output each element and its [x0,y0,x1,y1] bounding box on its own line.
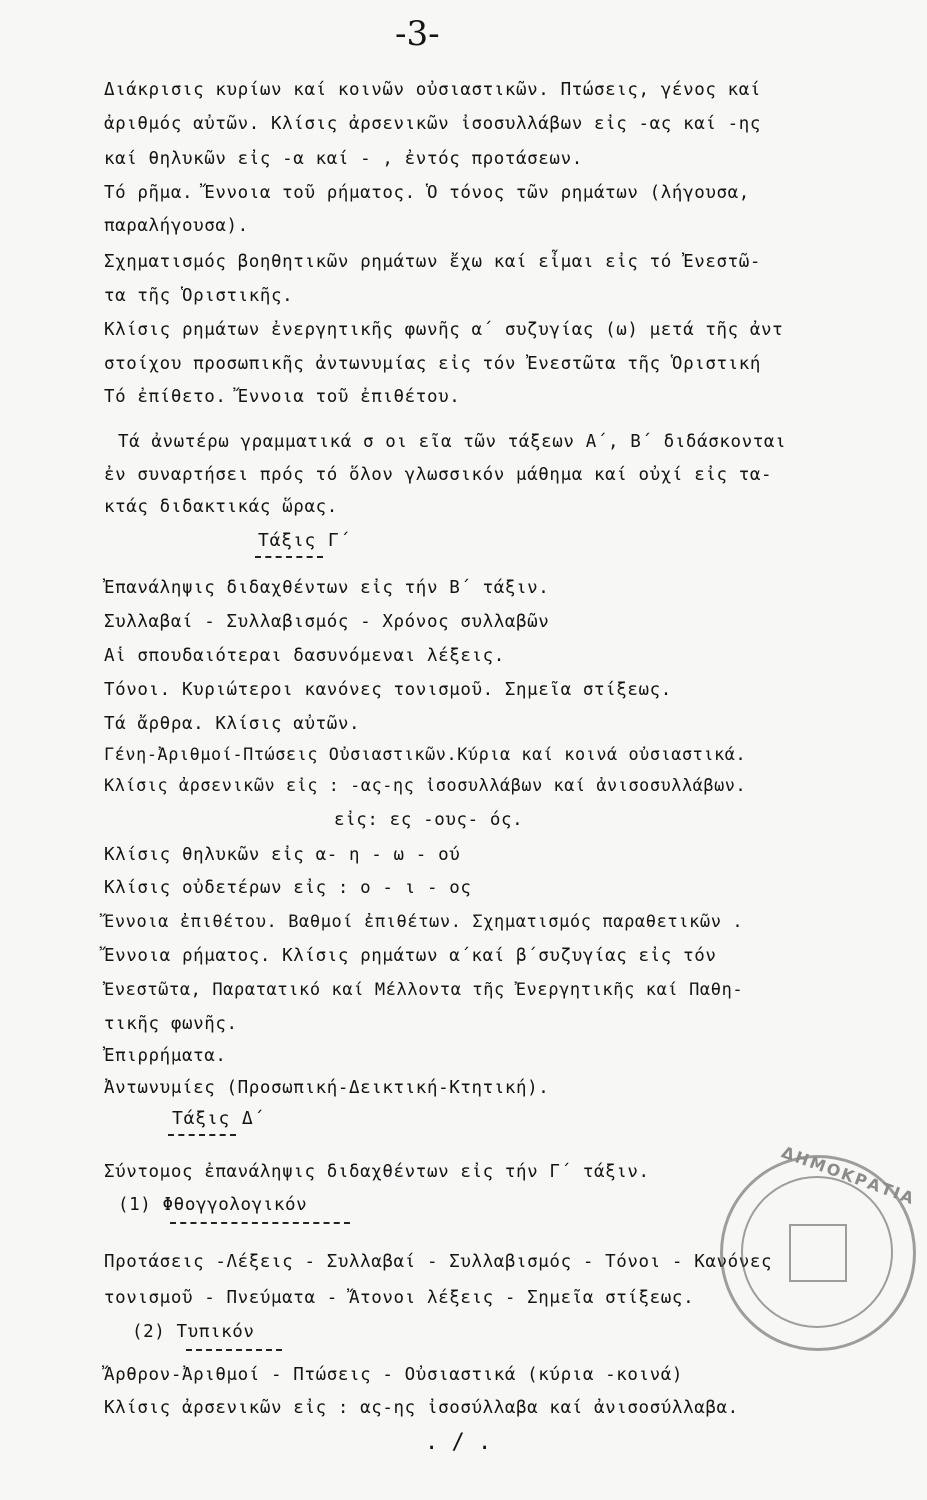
text-line: παραλήγουσα). [104,216,249,236]
text-line: Σχηματισμός βοηθητικῶν ρημάτων ἔχω καί εἶμαι εἰς τό Ἐνεστῶ- [104,252,762,272]
text-line: ἀριθμός αὐτῶν. Κλίσις ἀρσενικῶν ἰσοσυλλάβων εἰς -ας καί -ης [104,114,762,134]
text-line: τικῆς φωνῆς. [104,1014,238,1034]
text-line: τα τῆς Ὁριστικῆς. [104,286,294,306]
text-line: Διάκρισις κυρίων καί κοινῶν οὐσιαστικῶν. Πτώσεις, γένος καί [104,80,762,100]
subheading-morphology: (2) Τυπικόν [132,1322,255,1342]
text-line: Ἐνεστῶτα, Παρατατικό καί Μέλλοντα τῆς Ἐνεργητικῆς καί Παθη- [104,980,744,1000]
text-line: Τά ἄρθρα. Κλίσις αὐτῶν. [104,714,361,734]
text-line: Τά ἀνωτέρω γραμματικά σ οι εῖα τῶν τάξεων Α΄, Β΄ διδάσκονται [118,432,787,452]
text-line: Ἔννοια ἐπιθέτου. Βαθμοί ἐπιθέτων. Σχηματισμός παραθετικῶν . [104,912,744,932]
text-line: Κλίσις οὐδετέρων εἰς : ο - ι - ος [104,878,472,898]
heading-underline [255,556,323,558]
text-line: Αἱ σπουδαιότεραι δασυνόμεναι λέξεις. [104,646,505,666]
text-line: Τόνοι. Κυριώτεροι κανόνες τονισμοῦ. Σημεῖα στίξεως. [104,680,672,700]
subheading-underline [170,1222,350,1224]
text-line: στοίχου προσωπικῆς ἀντωνυμίας εἰς τόν Ἐνεστῶτα τῆς Ὁριστική [104,354,762,374]
subheading-phonology: (1) Φθογγολογικόν [118,1195,308,1215]
text-line: κτάς διδακτικάς ὥρας. [104,497,338,517]
text-line: Ἀντωνυμίες (Προσωπική-Δεικτική-Κτητική). [104,1078,550,1098]
text-line: εἰς: ες -ους- ός. [334,810,524,830]
heading-class-d: Τάξις Δ΄ [172,1108,266,1129]
text-line: ἐν συναρτήσει πρός τό ὅλον γλωσσικόν μάθημα καί οὐχί εἰς τα- [104,465,773,485]
text-line: Ἐπανάληψις διδαχθέντων εἰς τήν Β΄ τάξιν. [104,578,550,598]
text-line: Κλίσις θηλυκῶν εἰς α- η - ω - ού [104,845,461,865]
end-mark: . / . [425,1430,492,1455]
heading-underline [168,1134,236,1136]
subheading-underline [186,1349,282,1351]
stamp-text: ΔΗΜΟΚΡΑΤΙΑ [779,1142,919,1209]
page-number: -3- [395,14,440,54]
text-line: Συλλαβαί - Συλλαβισμός - Χρόνος συλλαβῶν [104,612,550,632]
text-line: Ἐπιρρήματα. [104,1046,227,1066]
stamp-emblem [789,1224,847,1282]
text-line: Σύντομος ἐπανάληψις διδαχθέντων εἰς τήν Γ΄ τάξιν. [104,1162,650,1182]
text-line: Προτάσεις -Λέξεις - Συλλαβαί - Συλλαβισμός - Τόνοι - Κανόνες [104,1252,773,1272]
text-line: καί θηλυκῶν εἰς -α καί - , ἐντός προτάσεων. [104,149,583,169]
text-line: Κλίσις ρημάτων ἐνεργητικῆς φωνῆς α΄ συζυγίας (ω) μετά τῆς ἀντ [104,320,784,340]
text-line: Κλίσις ἀρσενικῶν εἰς : -ας-ης ἰσοσυλλάβων καί ἀνισοσυλλάβων. [104,775,747,795]
text-line: Κλίσις ἀρσενικῶν εἰς : ας-ης ἰσοσύλλαβα καί ἀνισοσύλλαβα. [104,1398,739,1418]
text-line: Ἄρθρον-Ἀριθμοί - Πτώσεις - Οὐσιαστικά (κύρια -κοινά) [104,1365,684,1385]
text-line: Γένη-Ἀριθμοί-Πτώσεις Οὐσιαστικῶν.Κύρια καί κοινά οὐσιαστικά. [104,744,747,764]
text-line: Ἔννοια ρήματος. Κλίσις ρημάτων α΄καί β΄συζυγίας εἰς τόν [104,946,717,966]
official-stamp [720,1142,919,1351]
text-line: τονισμοῦ - Πνεύματα - Ἄτονοι λέξεις - Σημεῖα στίξεως. [104,1288,695,1308]
text-line: Τό ρῆμα. Ἔννοια τοῦ ρήματος. Ὁ τόνος τῶν ρημάτων (λήγουσα, [104,183,750,203]
text-line: Τό ἐπίθετο. Ἔννοια τοῦ ἐπιθέτου. [104,387,461,407]
heading-class-c: Τάξις Γ΄ [258,530,352,551]
